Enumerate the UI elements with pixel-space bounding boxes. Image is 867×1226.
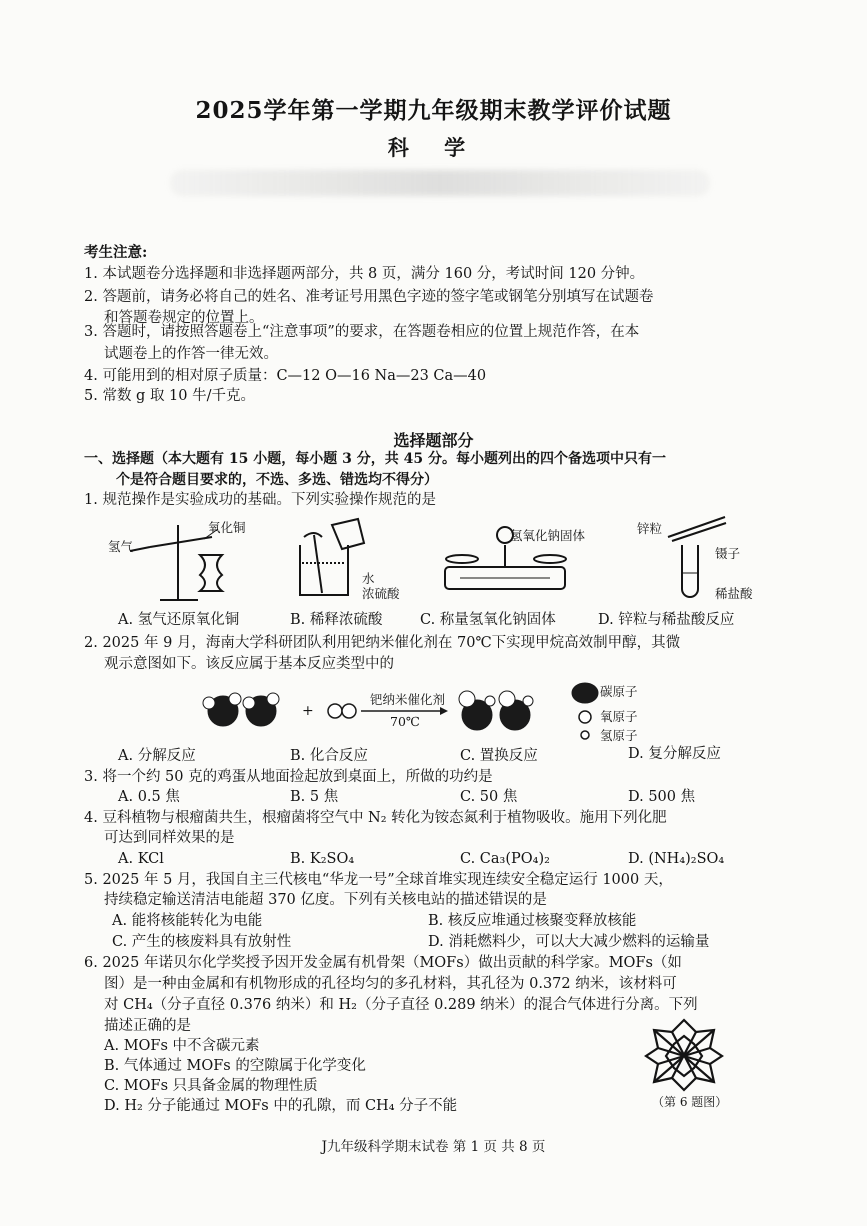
exam-title: 2025学年第一学期九年级期末教学评价试题 <box>195 97 672 124</box>
q2-legend-carbon: 碳原子 <box>600 684 638 699</box>
q1-figure <box>100 515 780 605</box>
q2-option-a: A. 分解反应 <box>118 748 196 764</box>
section-intro-1: 一、选择题（本大题有 15 小题，每小题 3 分，共 45 分。每小题列出的四个备选项中只有一 <box>84 451 666 467</box>
q6-figure-caption: （第 6 题图） <box>652 1095 728 1109</box>
mofs-structure-icon <box>644 1016 724 1092</box>
notice-item-1: 1. 本试题卷分选择题和非选择题两部分，共 8 页，满分 160 分，考试时间 120 分钟。 <box>84 266 645 282</box>
q1-option-b: B. 稀释浓硫酸 <box>290 612 383 628</box>
notice-item-3-cont: 试题卷上的作答一律无效。 <box>104 346 278 362</box>
q2-legend-hydrogen: 氢原子 <box>600 728 638 743</box>
q5-option-b: B. 核反应堆通过核聚变释放核能 <box>428 913 637 929</box>
q1-label-zinc: 锌粒 <box>637 521 663 536</box>
q6-stem-4: 描述正确的是 <box>104 1018 191 1034</box>
q1-label-hcl: 稀盐酸 <box>715 586 753 601</box>
q1-label-copper-oxide: 氧化铜 <box>208 520 246 535</box>
q1-label-acid: 浓硫酸 <box>362 586 400 601</box>
notice-item-5: 5. 常数 g 取 10 牛/千克。 <box>84 388 255 404</box>
q4-stem-1: 4. 豆科植物与根瘤菌共生，根瘤菌将空气中 N₂ 转化为铵态氮利于植物吸收。施用下列化肥 <box>84 810 667 826</box>
notice-item-2: 2. 答题前，请务必将自己的姓名、准考证号用黑色字迹的签字笔或钢笔分别填写在试题卷 <box>84 289 654 305</box>
hydrogen-reduction-apparatus-icon <box>130 525 222 600</box>
q5-option-c: C. 产生的核废料具有放射性 <box>112 934 292 950</box>
q6-stem-3: 对 CH₄（分子直径 0.376 纳米）和 H₂（分子直径 0.289 纳米）的混合气体进行分离。下列 <box>104 997 698 1013</box>
q2-option-d: D. 复分解反应 <box>628 746 721 762</box>
q1-label-tweezers: 镊子 <box>715 546 741 561</box>
q6-option-c: C. MOFs 只具备金属的物理性质 <box>104 1078 318 1094</box>
q3-option-c: C. 50 焦 <box>460 789 518 805</box>
q2-temperature-label: 70℃ <box>390 714 420 729</box>
q4-option-d: D. (NH₄)₂SO₄ <box>628 851 725 867</box>
subject-title: 科 学 <box>387 135 480 160</box>
q6-stem-2: 图）是一种由金属和有机物形成的孔径均匀的多孔材料，其孔径为 0.372 纳米，该材料可 <box>104 976 677 992</box>
notice-heading: 考生注意: <box>84 244 148 261</box>
q5-option-a: A. 能将核能转化为电能 <box>112 913 263 929</box>
q2-catalyst-label: 钯纳米催化剂 <box>370 692 446 707</box>
q2-stem-1: 2. 2025 年 9 月，海南大学科研团队利用钯纳米催化剂在 70℃下实现甲烷高效制甲醇，其微 <box>84 635 681 651</box>
q2-plus: + <box>302 703 314 719</box>
q5-stem-1: 5. 2025 年 5 月，我国自主三代核电“华龙一号”全球首堆实现连续安全稳定运行 1000 天， <box>84 872 673 888</box>
q2-option-b: B. 化合反应 <box>290 748 368 764</box>
q4-option-a: A. KCl <box>118 851 164 867</box>
q1-stem: 1. 规范操作是实验成功的基础。下列实验操作规范的是 <box>84 492 436 508</box>
q1-label-water: 水 <box>362 571 375 586</box>
section-intro-2: 个是符合题目要求的，不选、多选、错选均不得分） <box>116 472 438 488</box>
q2-legend-oxygen: 氧原子 <box>600 709 638 724</box>
methanol-molecule-icon <box>459 691 533 730</box>
q3-stem: 3. 将一个约 50 克的鸡蛋从地面捡起放到桌面上，所做的功约是 <box>84 769 493 785</box>
q1-label-hydrogen: 氢气 <box>108 539 134 554</box>
q1-option-d: D. 锌粒与稀盐酸反应 <box>598 612 735 628</box>
q6-option-b: B. 气体通过 MOFs 的空隙属于化学变化 <box>104 1058 366 1074</box>
q4-stem-2: 可达到同样效果的是 <box>104 830 235 846</box>
section-heading: 选择题部分 <box>393 431 474 450</box>
q6-option-d: D. H₂ 分子能通过 MOFs 中的孔隙，而 CH₄ 分子不能 <box>104 1098 458 1114</box>
q4-option-c: C. Ca₃(PO₄)₂ <box>460 851 550 867</box>
q6-option-a: A. MOFs 中不含碳元素 <box>104 1038 260 1054</box>
q4-option-b: B. K₂SO₄ <box>290 851 355 867</box>
atom-legend <box>572 683 598 739</box>
q3-option-d: D. 500 焦 <box>628 789 696 805</box>
q1-option-c: C. 称量氢氧化钠固体 <box>420 612 556 628</box>
smudged-line <box>170 170 710 196</box>
page-footer: J九年级科学期末试卷 第 1 页 共 8 页 <box>321 1139 546 1155</box>
oxygen-molecule-icon <box>328 704 356 718</box>
notice-item-4: 4. 可能用到的相对原子质量：C—12 O—16 Na—23 Ca—40 <box>84 368 487 384</box>
dilution-beaker-icon <box>300 519 364 595</box>
q3-option-b: B. 5 焦 <box>290 789 339 805</box>
q5-stem-2: 持续稳定输送清洁电能超 370 亿度。下列有关核电站的描述错误的是 <box>104 892 547 908</box>
methane-molecule-icon <box>203 693 279 726</box>
q2-option-c: C. 置换反应 <box>460 748 538 764</box>
q3-option-a: A. 0.5 焦 <box>118 789 180 805</box>
q2-stem-2: 观示意图如下。该反应属于基本反应类型中的 <box>104 656 394 672</box>
q5-option-d: D. 消耗燃料少，可以大大减少燃料的运输量 <box>428 934 710 950</box>
notice-item-2-cont: 和答题卷规定的位置上。 <box>104 310 264 326</box>
q1-label-naoh: 氢氧化钠固体 <box>510 528 586 543</box>
q1-option-a: A. 氢气还原氧化铜 <box>118 612 240 628</box>
q6-stem-1: 6. 2025 年诺贝尔化学奖授予因开发金属有机骨架（MOFs）做出贡献的科学家。MOFs（如 <box>84 955 682 971</box>
notice-item-3: 3. 答题时，请按照答题卷上“注意事项”的要求，在答题卷相应的位置上规范作答，在本 <box>84 324 640 340</box>
